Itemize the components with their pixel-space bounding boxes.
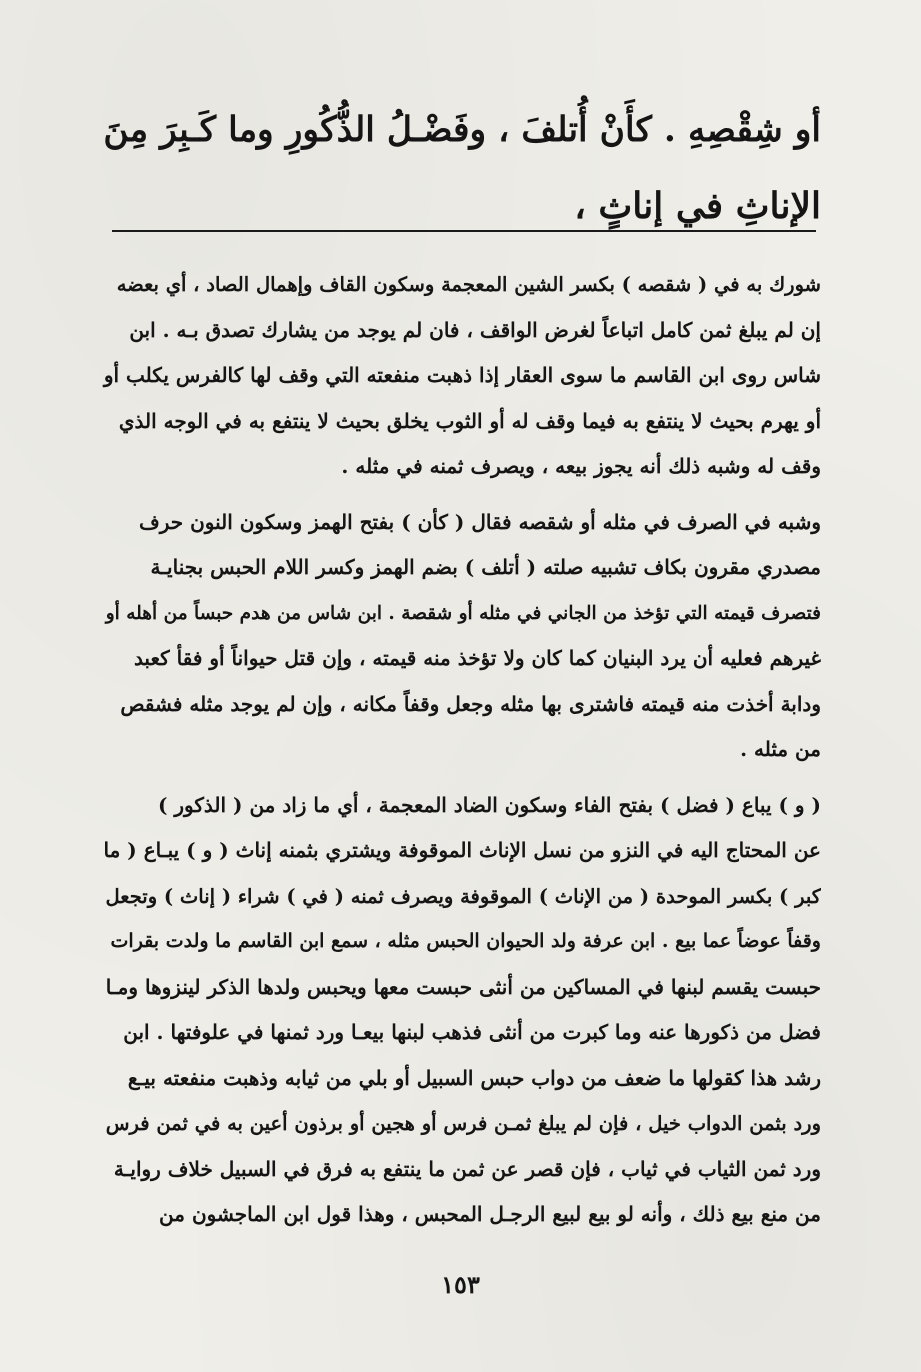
matn-heading <box>101 92 821 244</box>
text-line: من منع بيع ذلك ، وأنه لو بيع لبيع الرجـل المحبس ، وهذا قول ابن الماجشون من <box>159 1202 821 1226</box>
text-line: شاس روى ابن القاسم ما سوى العقار إذا ذهبت منفعته التي وقف لها كالفرس يكلب أو <box>103 363 821 387</box>
text-line: مصدري مقرون بكاف تشبيه صلته ( أتلف ) بضم الهمز وكسر اللام الحبس بجنايـة <box>150 555 821 579</box>
text-line: شورك به في ( شقصه ) بكسر الشين المعجمة وسكون القاف وإهمال الصاد ، أي بعضه <box>116 273 821 296</box>
commentary-paragraph-3 <box>101 783 821 1238</box>
text-line: كبر ) بكسر الموحدة ( من الإناث ) الموقوفة ويصرف ثمنه ( في ) شراء ( إناث ) وتجعل <box>105 884 821 908</box>
separator-rule <box>112 230 816 232</box>
commentary-paragraph-2 <box>101 500 821 773</box>
page-number: ١٥٣ <box>441 1270 480 1299</box>
matn-line-1: أو شِقْصِهِ . كأَنْ أُتلفَ ، وفَضْـلُ الذُّكُورِ وما كَـبِرَ مِنَ <box>103 110 821 150</box>
text-line: وقفاً عوضاً عما بيع . ابن عرفة ولد الحيوان الحبس مثله ، سمع ابن القاسم ما ولدت بقرات <box>110 930 821 952</box>
commentary <box>101 262 821 1238</box>
text-line: ودابة أخذت منه قيمته فاشترى بها مثله وجعل وقفاً مكانه ، وإن لم يوجد مثله فشقص <box>120 691 821 716</box>
text-line: ورد ثمن الثياب في ثياب ، فإن قصر عن ثمن ما ينتفع به فرق في السبيل خلاف روايـة <box>113 1156 821 1181</box>
text-line: فضل من ذكورها عنه وما كبرت من أنثى فذهب لبنها بيعـا ورد ثمنها في علوفتها . ابن <box>123 1020 821 1044</box>
text-line: رشد هذا كقولها ما ضعف من دواب حبس السبيل أو بلي من ثيابه وذهبت منفعته بيـع <box>127 1065 821 1090</box>
text-line: وشبه في الصرف في مثله أو شقصه فقال ( كأن ) بفتح الهمز وسكون النون حرف <box>138 509 821 534</box>
commentary-paragraph-1 <box>101 262 821 490</box>
text-line: ورد بثمن الدواب خيل ، فإن لم يبلغ ثمـن فرس أو هجين أو برذون أعين به في ثمن فرس <box>105 1112 821 1135</box>
text-line: من مثله . <box>740 737 821 761</box>
text-line: غيرهم فعليه أن يرد البنيان كما كان ولا تؤخذ منه قيمته ، وإن قتل حيواناً أو فقأ كعبد <box>133 646 821 670</box>
text-line: وقف له وشبه ذلك أنه يجوز بيعه ، ويصرف ثمنه في مثله . <box>341 454 821 478</box>
text-line: ( و ) يباع ( فضل ) بفتح الفاء وسكون الضاد المعجمة ، أي ما زاد من ( الذكور ) <box>157 792 821 817</box>
text-line: عن المحتاج اليه في النزو من نسل الإناث الموقوفة ويشتري بثمنه إناث ( و ) يبـاع ( ما <box>103 838 821 862</box>
matn-line-2: الإناثِ في إناثٍ ، <box>574 185 821 227</box>
text-line: إن لم يبلغ ثمن كامل اتباعاً لغرض الواقف ، فان لم يوجد من يشارك تصدق بـه . ابن <box>129 317 821 342</box>
text-line: فتصرف قيمته التي تؤخذ من الجاني في مثله أو شقصة . ابن شاس من هدم حبساً من أهله أو <box>105 602 821 624</box>
text-line: حبست يقسم لبنها في المساكين من أنثى حبست معها ويحبس ولدها الذكر لينزوها ومـا <box>105 974 821 999</box>
text-line: أو يهرم بحيث لا ينتفع به فيما وقف له أو الثوب يخلق بحيث لا ينتفع به في الوجه الذي <box>118 408 821 433</box>
